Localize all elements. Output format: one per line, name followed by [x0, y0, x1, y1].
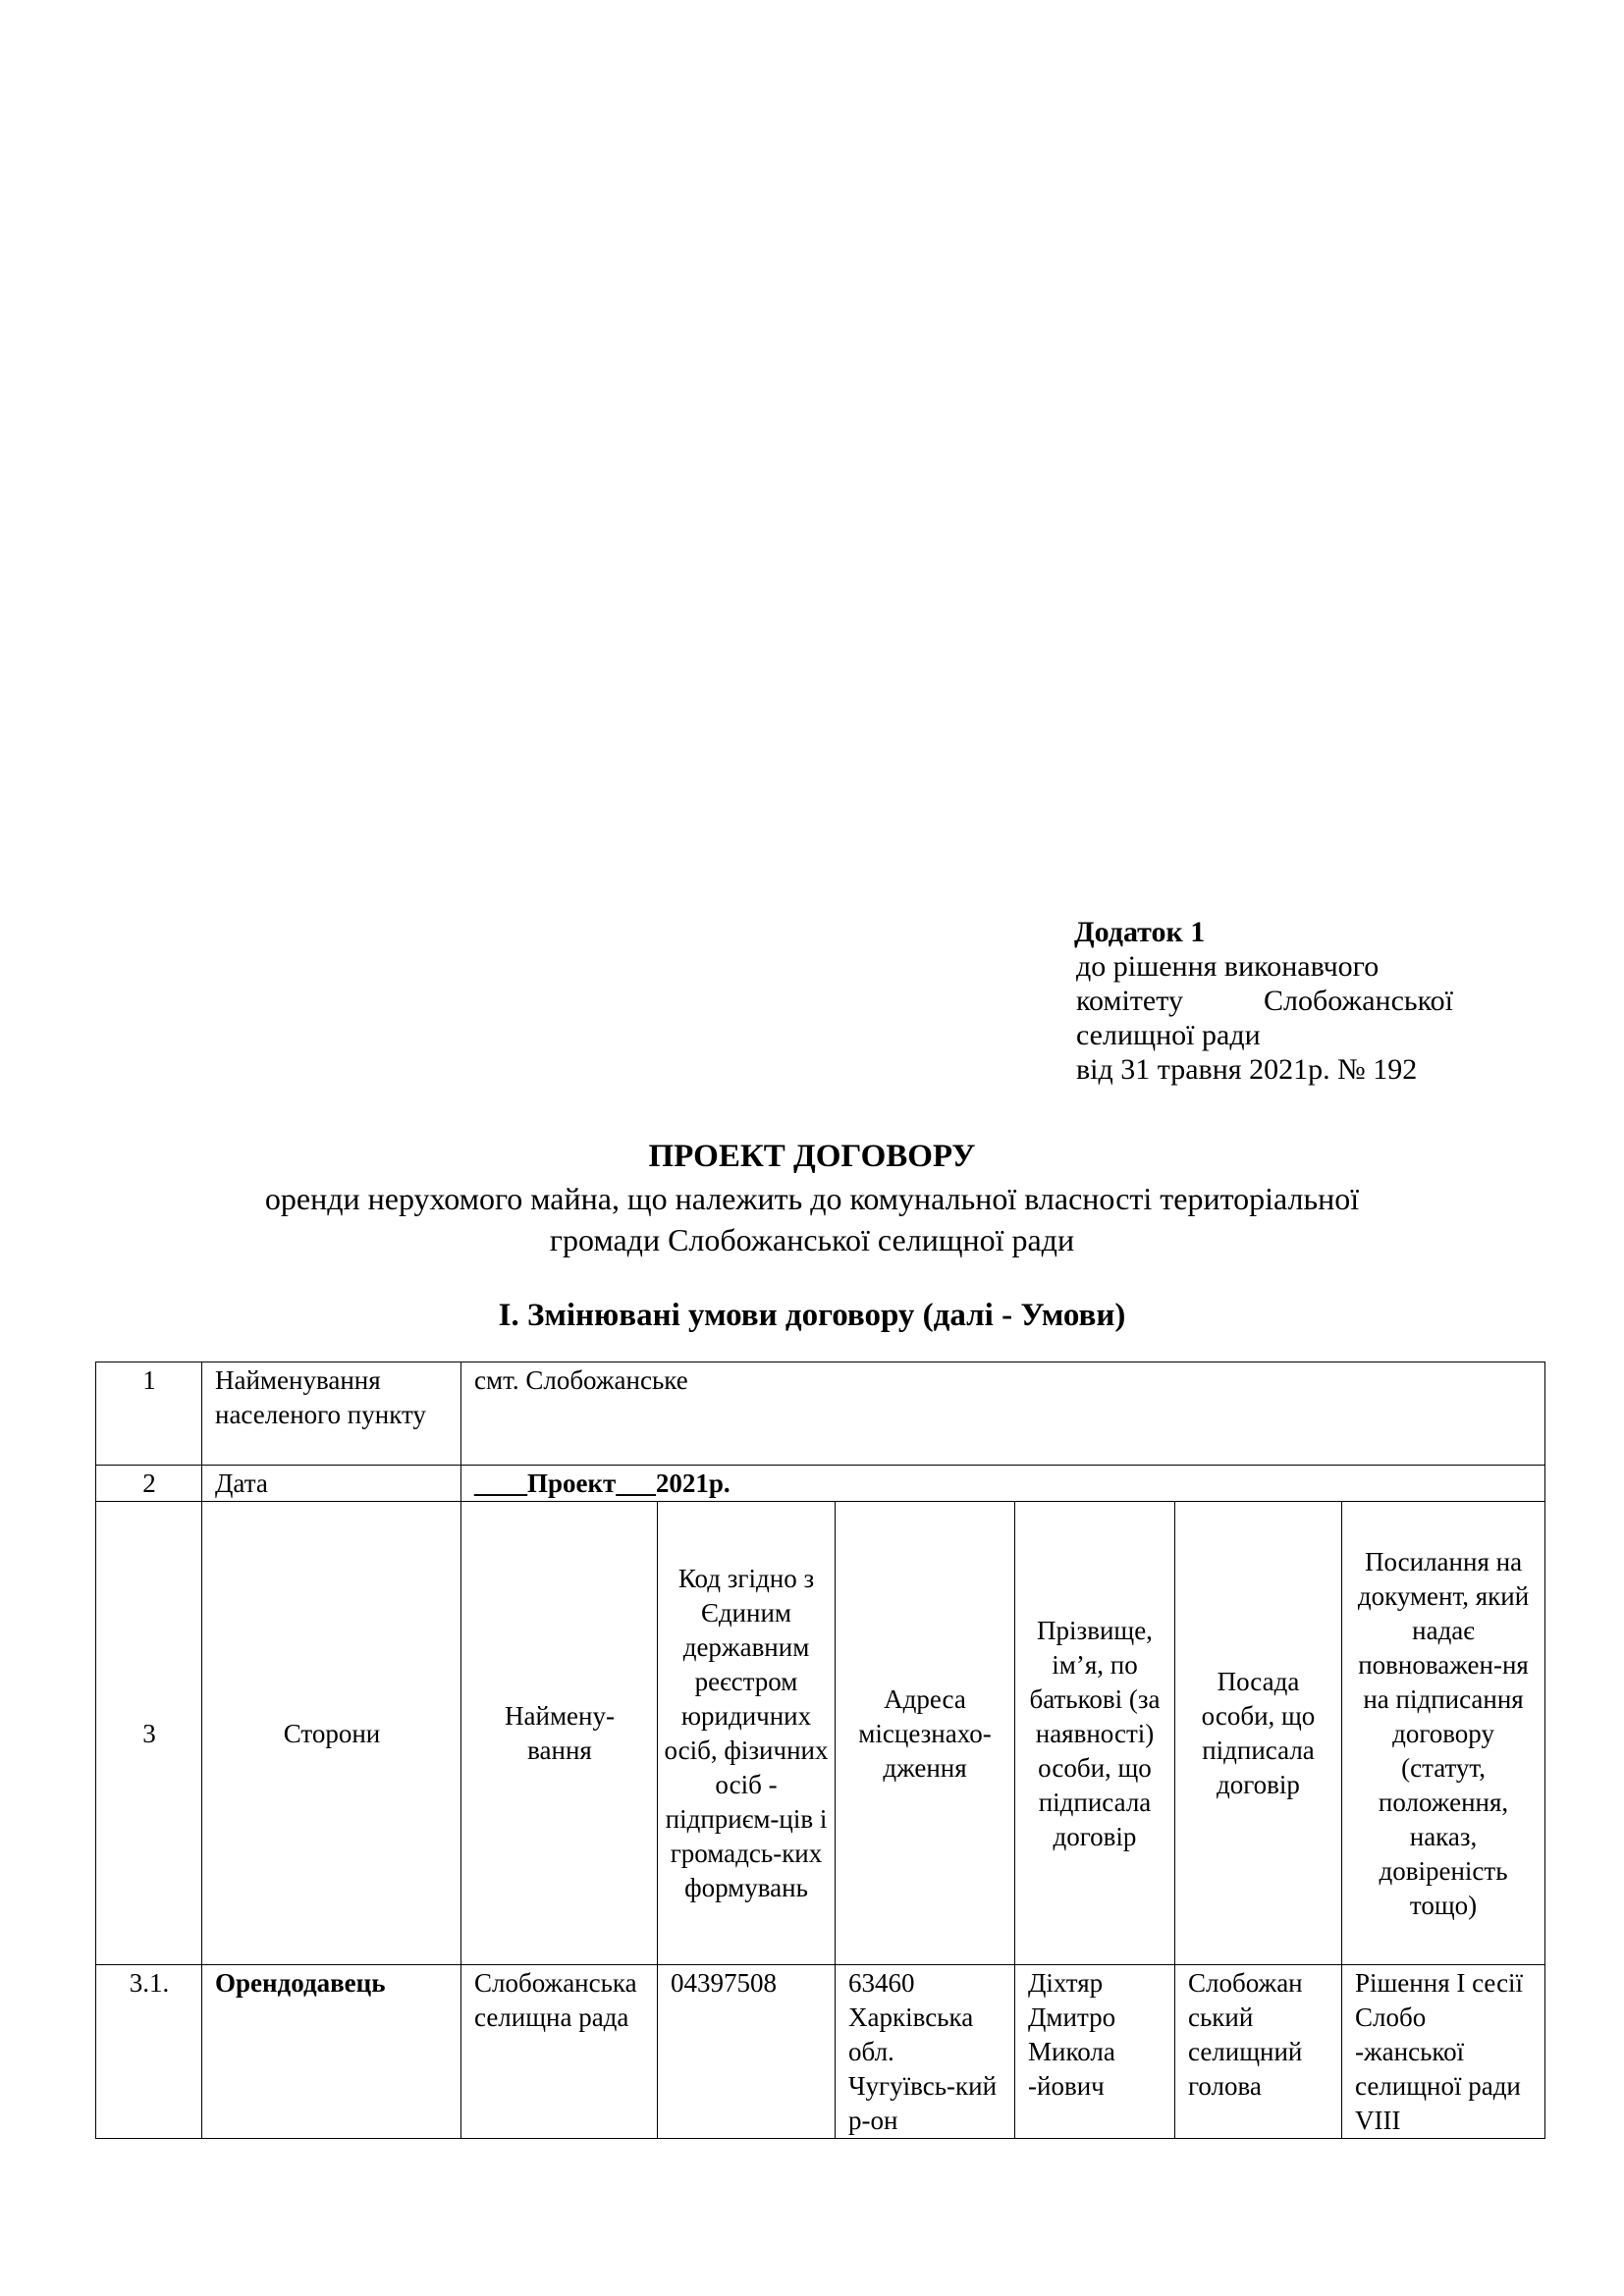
document-subtitle-1: оренди нерухомого майна, що належить до комунальної власності територіальної	[264, 1181, 1360, 1216]
row-label: Орендодавець	[202, 1965, 461, 2139]
cell-address: 63460 Харківська обл. Чугуївсь-кий р-он	[836, 1965, 1015, 2139]
cell-authority-document: Рішення І сесії Слобо -жанської селищної ради VIII	[1342, 1965, 1545, 2139]
appendix-line-2a: комітету	[1076, 985, 1183, 1017]
column-header: Адреса місцезнахо-дження	[836, 1502, 1015, 1965]
column-header: Наймену-вання	[461, 1502, 658, 1965]
column-header: Код згідно з Єдиним державним реєстром юридичних осіб, фізичних осіб - підприєм-ців і громадсь-ких формувань	[658, 1502, 836, 1965]
cell-code: 04397508	[658, 1965, 836, 2139]
row-number: 3	[96, 1502, 202, 1965]
table-row	[96, 1965, 1545, 2139]
row-label: Дата	[202, 1466, 461, 1502]
appendix-block	[1074, 915, 1467, 1087]
column-header: Посилання на документ, який надає повноважен-ня на підписання договору (статут, положення, наказ, довіреність тощо)	[1342, 1502, 1545, 1965]
row-value: смт. Слобожанське	[461, 1362, 1545, 1466]
document-subtitle-2: громади Слобожанської селищної ради	[549, 1222, 1075, 1257]
cell-person: Діхтяр Дмитро Микола -йович	[1015, 1965, 1175, 2139]
table-row	[96, 1502, 1545, 1965]
row-number: 2	[96, 1466, 202, 1502]
table-row	[96, 1466, 1545, 1502]
appendix-heading: Додаток 1	[1074, 916, 1206, 948]
column-header: Посада особи, що підписала договір	[1175, 1502, 1342, 1965]
cell-name: Слобожанська селищна рада	[461, 1965, 658, 2139]
row-label: Сторони	[202, 1502, 461, 1965]
cell-position: Слобожан ський селищний голова	[1175, 1965, 1342, 2139]
column-header: Прізвище, ім’я, по батькові (за наявності) особи, що підписала договір	[1015, 1502, 1175, 1965]
document-title: ПРОЕКТ ДОГОВОРУ	[648, 1139, 976, 1174]
table-row	[96, 1362, 1545, 1466]
appendix-line-4: від 31 травня 2021р. № 192	[1076, 1053, 1418, 1086]
appendix-line-1: до рішення виконавчого	[1076, 950, 1380, 983]
row-number: 3.1.	[96, 1965, 202, 2139]
appendix-line-3: селищної ради	[1076, 1019, 1261, 1051]
row-value: ____Проект___2021р.	[461, 1466, 1545, 1502]
appendix-line-2	[1074, 984, 1453, 1018]
row-number: 1	[96, 1362, 202, 1466]
row-label: Найменування населеного пункту	[202, 1362, 461, 1466]
appendix-line-2b: Слобожанської	[1264, 985, 1453, 1017]
section-heading: І. Змінювані умови договору (далі - Умови)	[498, 1298, 1126, 1333]
terms-table	[95, 1362, 1545, 2139]
